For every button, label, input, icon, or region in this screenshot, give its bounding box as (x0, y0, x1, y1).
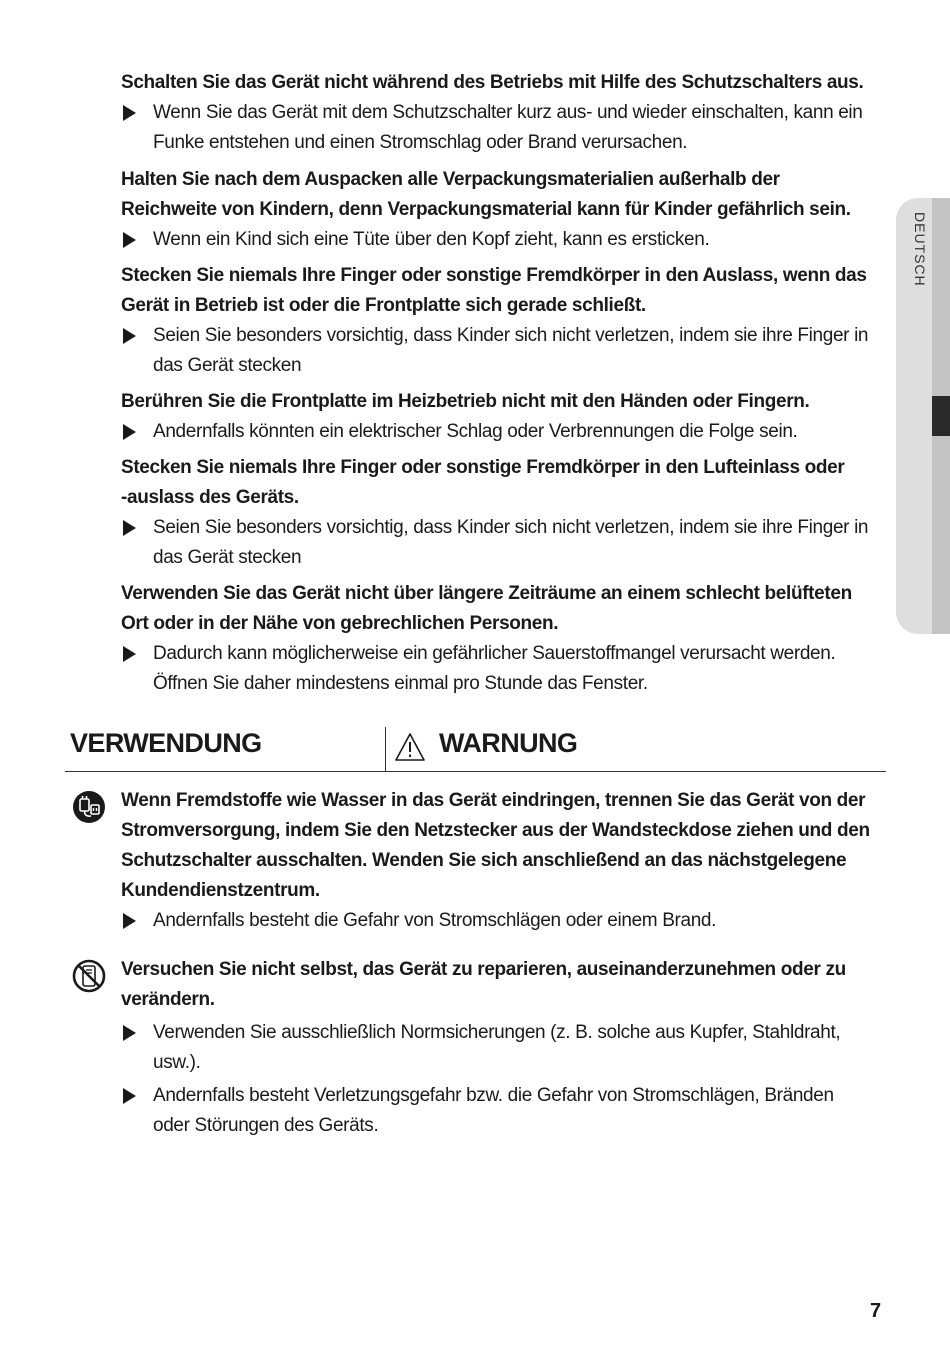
heading-line: Verwenden Sie das Gerät nicht über längere Zeiträume an einem schlecht belüfteten (121, 583, 852, 604)
item-heading (121, 453, 886, 513)
heading-line: Halten Sie nach dem Auspacken alle Verpackungsmaterialien außerhalb der (121, 169, 780, 190)
bullet-item (121, 906, 886, 936)
heading-line: Kundendienstzentrum. (121, 880, 320, 901)
bullet-line: Öffnen Sie daher mindestens einmal pro Stunde das Fenster. (153, 673, 648, 694)
bullet-item (121, 321, 886, 381)
bullet-arrow-icon (123, 328, 136, 344)
heading-line: Stecken Sie niemals Ihre Finger oder sonstige Fremdkörper in den Auslass, wenn das (121, 265, 867, 286)
heading-line: -auslass des Geräts. (121, 487, 299, 508)
warning-item (121, 786, 886, 936)
bullet-item (121, 513, 886, 573)
item-heading (121, 387, 886, 417)
bullet-line: Wenn ein Kind sich eine Tüte über den Kopf zieht, kann es ersticken. (153, 229, 710, 250)
bullet-arrow-icon (123, 520, 136, 536)
warning-item (121, 165, 886, 255)
warning-item (121, 955, 886, 1141)
item-heading (121, 955, 886, 1015)
heading-line: Stecken Sie niemals Ihre Finger oder sonstige Fremdkörper in den Lufteinlass oder (121, 457, 845, 478)
item-heading (121, 68, 886, 98)
warning-label: WARNUNG (439, 728, 578, 758)
heading-line: Schalten Sie das Gerät nicht während des Betriebs mit Hilfe des Schutzschalters aus. (121, 72, 864, 93)
item-heading (121, 786, 886, 906)
heading-line: Stromversorgung, indem Sie den Netzstecker aus der Wandsteckdose ziehen und den (121, 820, 870, 841)
bullet-line: Andernfalls besteht Verletzungsgefahr bzw. die Gefahr von Stromschlägen, Bränden (153, 1085, 834, 1106)
bullet-line: das Gerät stecken (153, 547, 302, 568)
bullet-line: Andernfalls könnten ein elektrischer Schlag oder Verbrennungen die Folge sein. (153, 421, 798, 442)
no-disassembly-icon (72, 959, 106, 993)
heading-line: Wenn Fremdstoffe wie Wasser in das Gerät eindringen, trennen Sie das Gerät von der (121, 790, 866, 811)
unplug-icon (72, 790, 106, 824)
bullet-line: Funke entstehen und einen Stromschlag oder Brand verursachen. (153, 132, 688, 153)
bullet-line: Andernfalls besteht die Gefahr von Stromschlägen oder einem Brand. (153, 910, 717, 931)
bullet-arrow-icon (123, 232, 136, 248)
side-tab-label: DEUTSCH (912, 212, 928, 287)
item-heading (121, 579, 886, 639)
section-rule (65, 771, 886, 772)
section-title: VERWENDUNG (70, 728, 262, 758)
heading-line: Ort oder in der Nähe von gebrechlichen Personen. (121, 613, 559, 634)
item-heading (121, 261, 886, 321)
bullet-line: das Gerät stecken (153, 355, 302, 376)
bullet-line: Seien Sie besonders vorsichtig, dass Kinder sich nicht verletzen, indem sie ihre Finger in (153, 517, 869, 538)
warning-item (121, 68, 886, 158)
bullet-item (121, 1018, 886, 1078)
bullet-line: Seien Sie besonders vorsichtig, dass Kinder sich nicht verletzen, indem sie ihre Finger in (153, 325, 869, 346)
page-number: 7 (870, 1300, 882, 1322)
bullet-arrow-icon (123, 105, 136, 121)
bullet-arrow-icon (123, 1025, 136, 1041)
bullet-arrow-icon (123, 1088, 136, 1104)
bullet-arrow-icon (123, 913, 136, 929)
warning-item (121, 579, 886, 699)
warning-triangle-icon (394, 732, 426, 762)
bullet-item (121, 639, 886, 699)
bullet-line: Dadurch kann möglicherweise ein gefährlicher Sauerstoffmangel verursacht werden. (153, 643, 836, 664)
bullet-item (121, 98, 886, 158)
bullet-line: usw.). (153, 1052, 201, 1073)
heading-line: verändern. (121, 989, 215, 1010)
warning-item (121, 387, 886, 447)
section-divider (385, 727, 386, 772)
item-heading (121, 165, 886, 225)
bullet-item (121, 417, 886, 447)
warning-item (121, 453, 886, 573)
bullet-arrow-icon (123, 646, 136, 662)
heading-line: Reichweite von Kindern, denn Verpackungsmaterial kann für Kinder gefährlich sein. (121, 199, 851, 220)
bullet-line: Verwenden Sie ausschließlich Normsicherungen (z. B. solche aus Kupfer, Stahldraht, (153, 1022, 841, 1043)
heading-line: Versuchen Sie nicht selbst, das Gerät zu reparieren, auseinanderzunehmen oder zu (121, 959, 846, 980)
heading-line: Berühren Sie die Frontplatte im Heizbetrieb nicht mit den Händen oder Fingern. (121, 391, 810, 412)
warning-item (121, 261, 886, 381)
bullet-line: oder Störungen des Geräts. (153, 1115, 379, 1136)
heading-line: Schutzschalter ausschalten. Wenden Sie sich anschließend an das nächstgelegene (121, 850, 847, 871)
heading-line: Gerät in Betrieb ist oder die Frontplatte sich gerade schließt. (121, 295, 646, 316)
bullet-line: Wenn Sie das Gerät mit dem Schutzschalter kurz aus- und wieder einschalten, kann ein (153, 102, 863, 123)
bullet-item (121, 225, 886, 255)
bullet-arrow-icon (123, 424, 136, 440)
bullet-item (121, 1081, 886, 1141)
side-tab-marker (932, 396, 950, 436)
